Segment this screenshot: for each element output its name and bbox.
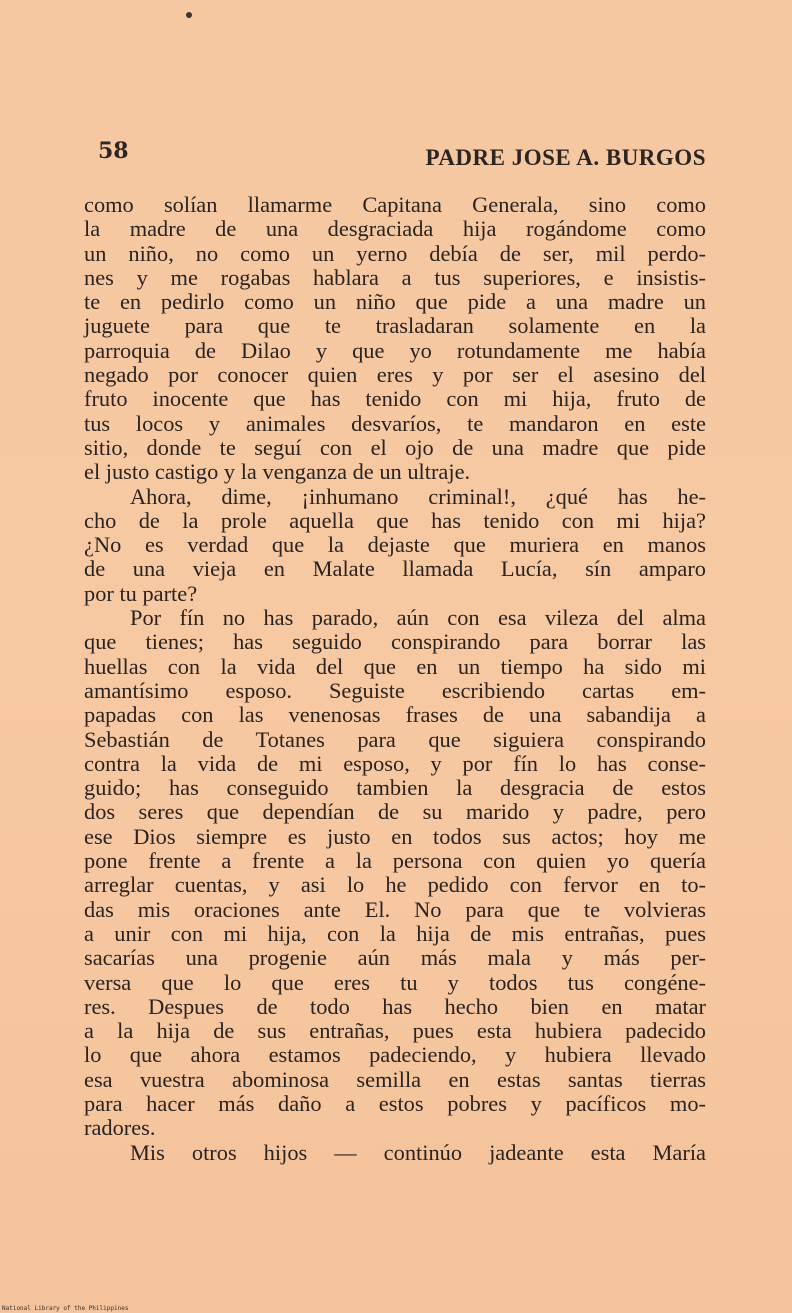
text-line: fruto inocente que has tenido con mi hija, fruto de (84, 386, 706, 412)
text-line: radores. (84, 1115, 156, 1141)
text-line: como solían llamarme Capitana Generala, sino como (84, 192, 706, 217)
text-line: papadas con las venenosas frases de una sabandija a (84, 702, 706, 728)
text-line: das mis oraciones ante El. No para que te volvieras (84, 896, 706, 922)
ink-speck (186, 12, 192, 18)
text-line: lo que ahora estamos padeciendo, y hubiera llevado (84, 1042, 706, 1068)
text-line: res. Despues de todo has hecho bien en matar (84, 993, 706, 1019)
text-line: esa vuestra abominosa semilla en estas santas tierras (84, 1066, 706, 1092)
text-line: la madre de una desgraciada hija rogándome como (84, 216, 706, 242)
page-number: 58 (98, 138, 129, 164)
text-line: de una vieja en Malate llamada Lucía, sín amparo (84, 556, 706, 582)
text-line: Ahora, dime, ¡inhumano criminal!, ¿qué has he- (130, 483, 706, 509)
text-line: parroquia de Dilao y que yo rotundamente me había (84, 337, 706, 363)
text-line: arreglar cuentas, y asi lo he pedido con fervor en to- (84, 872, 706, 898)
text-line: Por fín no has parado, aún con esa vileza del alma (130, 605, 706, 631)
text-line: tus locos y animales desvaríos, te mandaron en este (84, 410, 706, 436)
text-line: te en pedirlo como un niño que pide a una madre un (84, 289, 706, 315)
text-line: juguete para que te trasladaran solamente en la (84, 313, 706, 339)
text-line: huellas con la vida del que en un tiempo ha sido mi (84, 653, 706, 679)
text-line: que tienes; has seguido conspirando para borrar las (84, 629, 706, 655)
text-line: Sebastián de Totanes para que siguiera conspirando (84, 726, 706, 752)
text-line: dos seres que dependían de su marido y padre, pero (84, 799, 706, 825)
text-line: el justo castigo y la venganza de un ultraje. (84, 459, 471, 485)
text-line: guido; has conseguido tambien la desgracia de estos (84, 775, 706, 801)
text-line: nes y me rogabas hablara a tus superiores, e insistis- (84, 264, 706, 290)
text-line: para hacer más daño a estos pobres y pacíficos mo- (84, 1090, 706, 1116)
text-line: Mis otros hijos — continúo jadeante esta María (130, 1139, 706, 1165)
text-line: pone frente a frente a la persona con quien yo quería (84, 848, 706, 874)
running-head: PADRE JOSE A. BURGOS (425, 145, 706, 170)
library-watermark: National Library of the Philippines (2, 1305, 129, 1312)
text-line: cho de la prole aquella que has tenido con mi hija? (84, 507, 706, 533)
text-line: versa que lo que eres tu y todos tus congéne- (84, 969, 706, 995)
text-line: a unir con mi hija, con la hija de mis entrañas, pues (84, 920, 706, 946)
text-line: un niño, no como un yerno debía de ser, mil perdo- (84, 240, 706, 266)
text-line: por tu parte? (84, 580, 198, 606)
text-line: sacarías una progenie aún más mala y más per- (84, 945, 706, 971)
text-line: a la hija de sus entrañas, pues esta hubiera padecido (84, 1018, 706, 1044)
text-line: ese Dios siempre es justo en todos sus actos; hoy me (84, 823, 706, 849)
body-text (84, 193, 706, 1165)
text-line: negado por conocer quien eres y por ser el asesino del (84, 362, 706, 388)
text-line: contra la vida de mi esposo, y por fín lo has conse- (84, 750, 706, 776)
text-line: amantísimo esposo. Seguiste escribiendo cartas em- (84, 677, 706, 703)
text-line: ¿No es verdad que la dejaste que muriera en manos (84, 532, 706, 558)
text-line: sitio, donde te seguí con el ojo de una madre que pide (84, 434, 706, 460)
